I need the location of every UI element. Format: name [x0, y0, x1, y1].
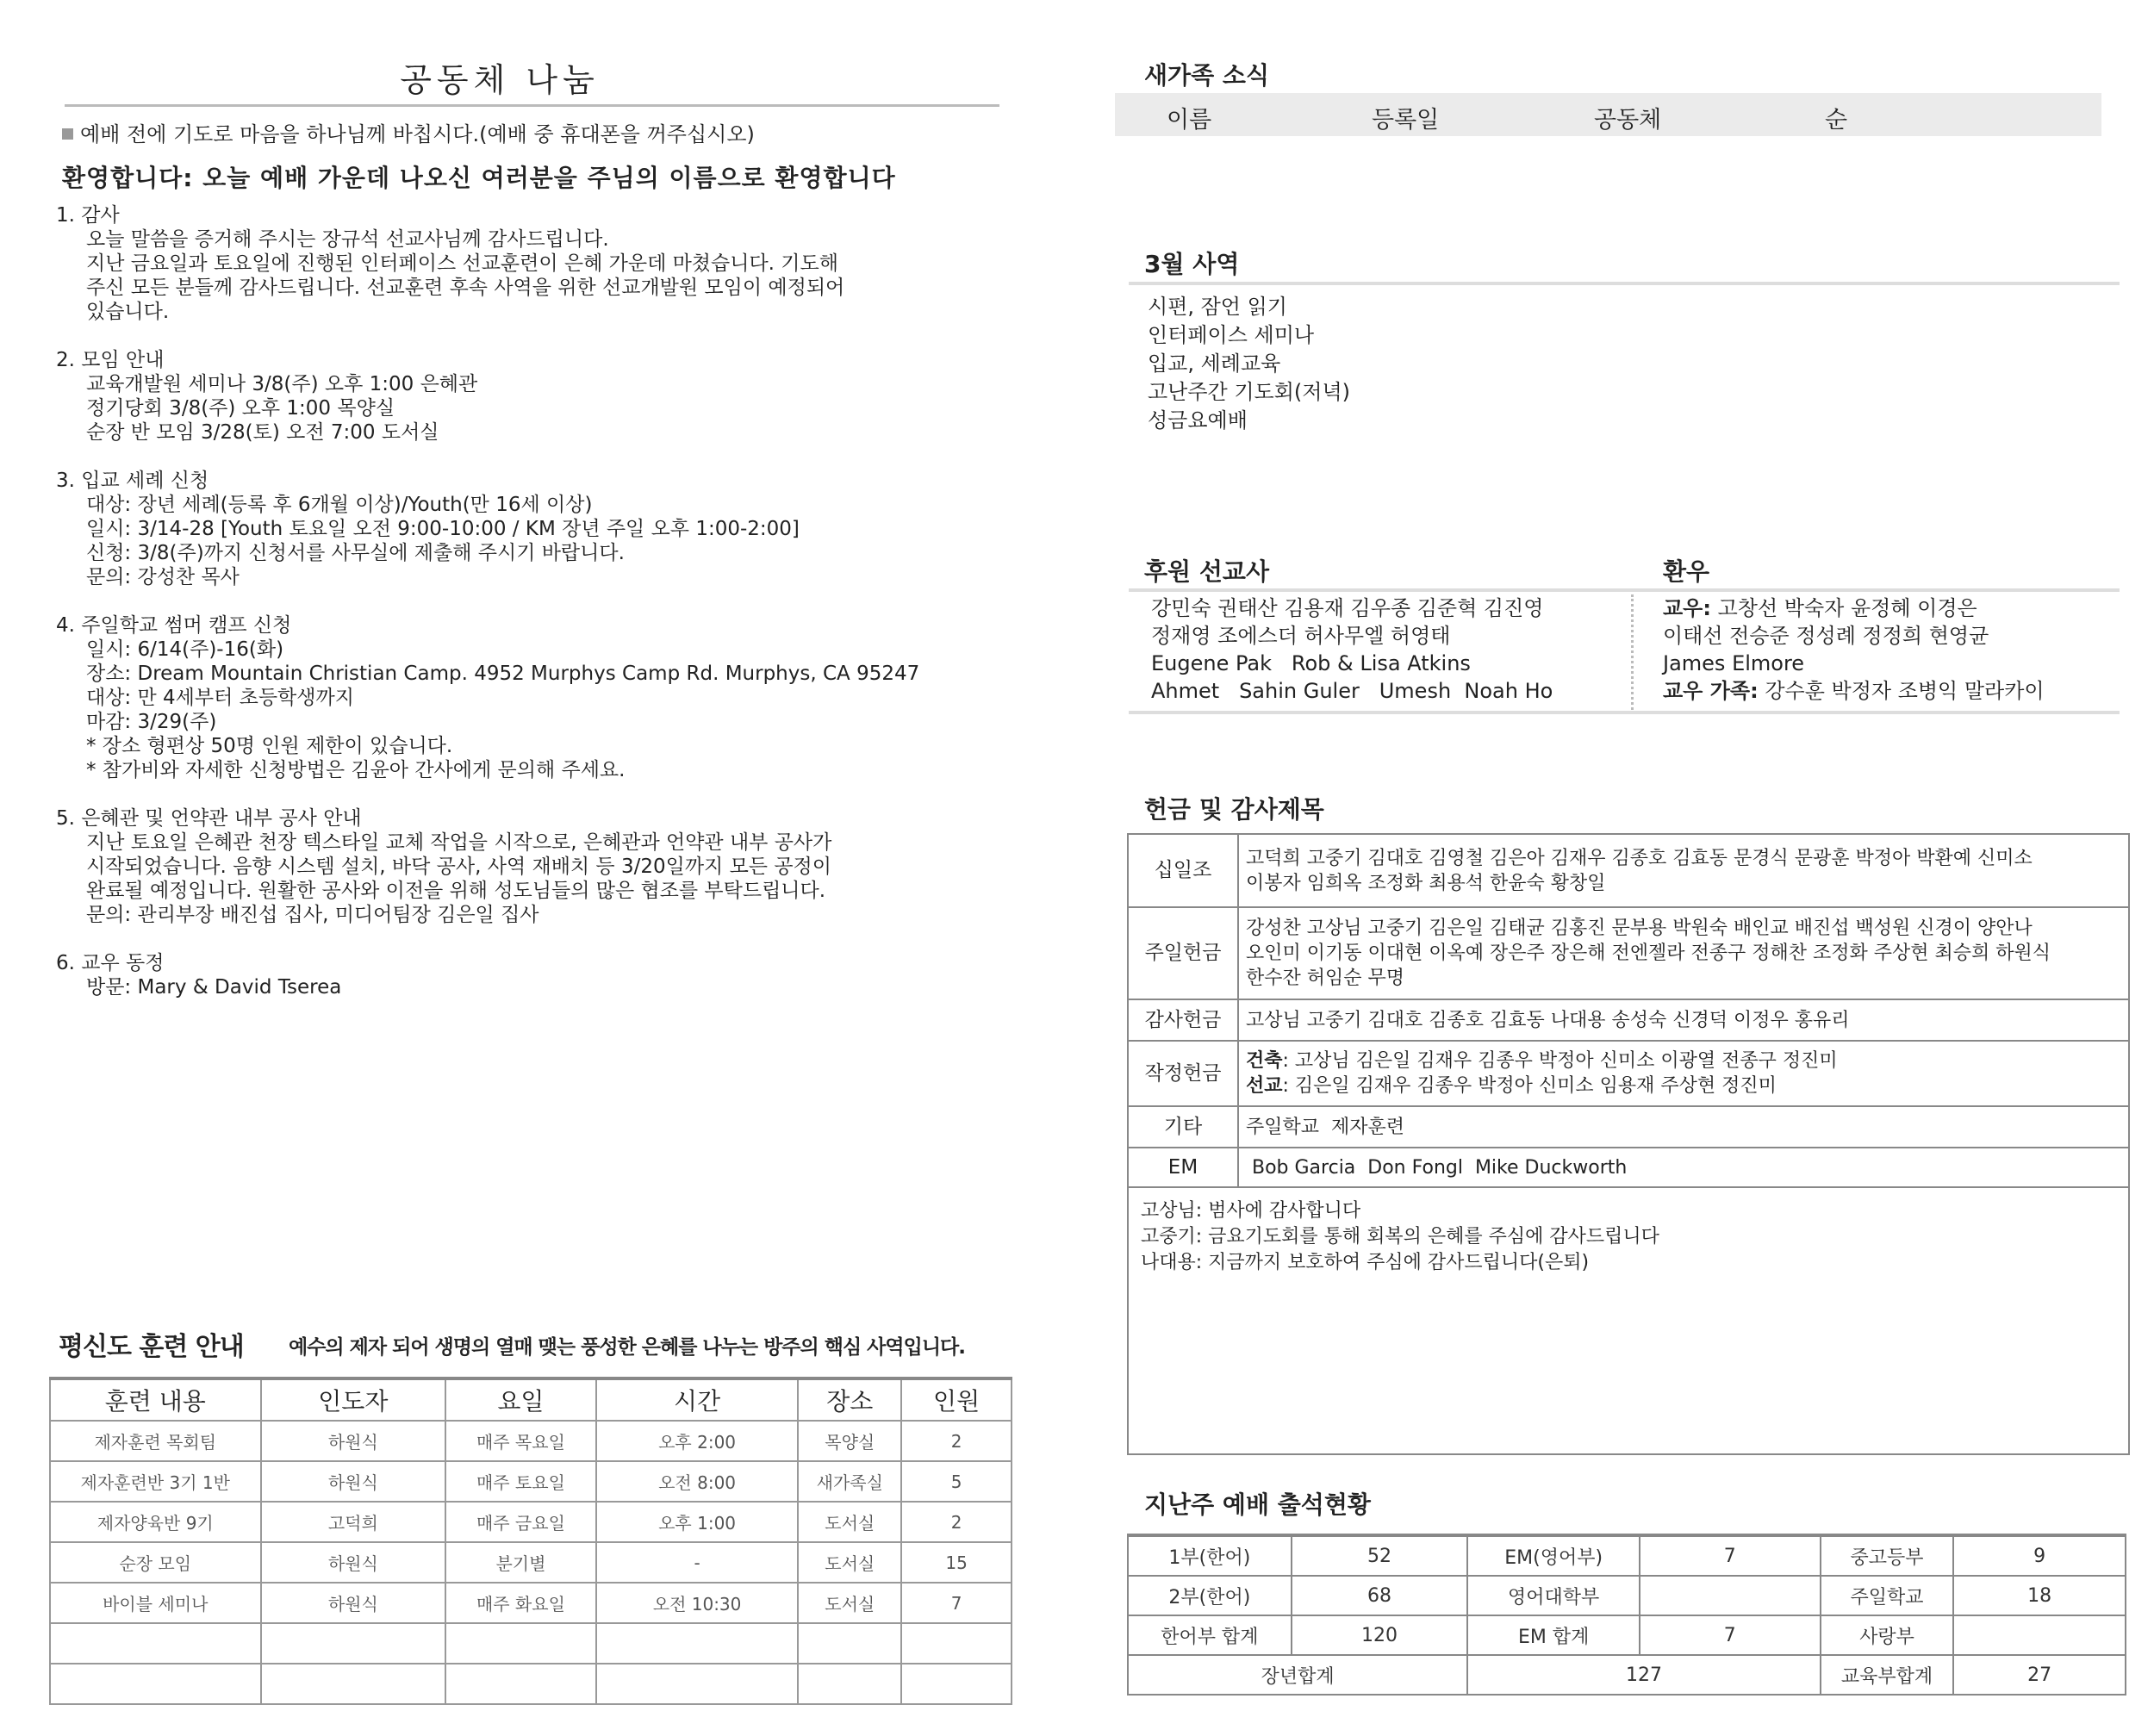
offering-line: 주일학교 제자훈련 [1246, 1116, 1405, 1138]
offering-category: 십일조 [1129, 835, 1238, 907]
training-cell: 고덕희 [261, 1502, 446, 1542]
welcome-message: 환영합니다: 오늘 예배 가운데 나오신 여러분을 주님의 이름으로 환영합니다 [62, 164, 896, 192]
announcement-line: 지난 금요일과 토요일에 진행된 인터페이스 선교훈련이 은혜 가운데 마쳤습니다. 기도해 [86, 252, 838, 275]
announcement-line: 완료될 예정입니다. 원활한 공사와 이전을 위해 성도님들의 많은 협조를 부탁드립니다. [86, 880, 826, 902]
training-column-header: 인원 [901, 1378, 1012, 1421]
training-cell: 매주 토요일 [445, 1461, 596, 1502]
announcement-line: 마감: 3/29(주) [86, 711, 217, 733]
training-row [50, 1461, 1012, 1502]
training-cell: 새가족실 [798, 1461, 901, 1502]
training-column-header: 시간 [596, 1378, 799, 1421]
attendance-row [1128, 1615, 2126, 1655]
training-cell: 하원식 [261, 1421, 446, 1461]
offering-names [1238, 907, 2128, 999]
attendance-cell: 사랑부 [1821, 1615, 1954, 1655]
training-cell: 도서실 [798, 1542, 901, 1583]
attendance-total-cell: 장년합계 [1128, 1655, 1467, 1695]
training-row [50, 1542, 1012, 1583]
announcement-line: 문의: 강성찬 목사 [86, 566, 240, 588]
training-row [50, 1664, 1012, 1704]
patient-line-text: 이태선 전승준 정성례 정정희 현영균 [1663, 624, 1989, 648]
training-cell: 도서실 [798, 1502, 901, 1542]
march-ministry-list [1148, 293, 1350, 435]
offering-box [1127, 833, 2130, 1455]
training-cell [261, 1664, 446, 1704]
offering-category: 주일헌금 [1129, 907, 1238, 999]
training-cell [50, 1664, 261, 1704]
offering-names [1238, 1106, 2128, 1148]
announcement-heading: 4. 주일학교 썸머 캠프 신청 [56, 614, 292, 637]
attendance-cell: 중고등부 [1821, 1535, 1954, 1576]
attendance-total-cell: 교육부합계 [1821, 1655, 1954, 1695]
announcement-line: 시작되었습니다. 음향 시스템 설치, 바닥 공사, 사역 재배치 등 3/20일까지 모든 공정이 [86, 856, 831, 878]
announcement-line: 정기당회 3/8(주) 오후 1:00 목양실 [86, 397, 395, 420]
offering-line: 한수잔 허임순 무명 [1246, 968, 1405, 989]
announcement-line: 일시: 3/14-28 [Youth 토요일 오전 9:00-10:00 / KM 장년 주일 오후 1:00-2:00] [86, 518, 800, 540]
training-cell: 순장 모임 [50, 1542, 261, 1583]
announcement-line: * 장소 형편상 50명 인원 제한이 있습니다. [86, 735, 453, 757]
training-row [50, 1623, 1012, 1664]
page-title: 공동체 나눔 [400, 61, 600, 99]
announcement-heading: 5. 은혜관 및 언약관 내부 공사 안내 [56, 807, 362, 830]
attendance-table [1127, 1534, 2126, 1696]
attendance-row [1128, 1535, 2126, 1576]
offering-labeled-line [1246, 1048, 2121, 1073]
patient-line [1663, 594, 2045, 622]
announcement-lines [56, 638, 1004, 782]
missionary-line: 정재영 조에스더 허사무엘 허영태 [1151, 624, 1451, 648]
announcement-item [56, 806, 1004, 927]
announcement-list [56, 203, 1004, 1024]
offering-names [1238, 1148, 2128, 1187]
attendance-cell: 7 [1640, 1615, 1821, 1655]
announcement-line: 장소: Dream Mountain Christian Camp. 4952 Murphys Camp Rd. Murphys, CA 95247 [86, 663, 920, 685]
attendance-row [1128, 1576, 2126, 1615]
offering-title: 헌금 및 감사제목 [1144, 795, 1324, 824]
announcement-line: 주신 모든 분들께 감사드립니다. 선교훈련 후속 사역을 위한 선교개발원 모임이 예정되어 [86, 277, 845, 299]
offering-row [1129, 1148, 2128, 1187]
training-cell: 오후 1:00 [596, 1502, 799, 1542]
offering-labeled-line [1246, 1073, 2121, 1098]
column-community: 공동체 [1594, 107, 1662, 134]
offering-line: Bob Garcia Don Fongl Mike Duckworth [1246, 1156, 1628, 1179]
offering-line: 고상님 고중기 김대호 김종호 김효동 나대용 송성숙 신경덕 이정우 홍유리 [1246, 1009, 1850, 1031]
offering-row [1129, 907, 2128, 999]
offering-row [1129, 1041, 2128, 1106]
attendance-cell: 9 [1953, 1535, 2126, 1576]
announcement-line: 대상: 장년 세례(등록 후 6개월 이상)/Youth(만 16세 이상) [86, 494, 593, 516]
missionary-line: 강민숙 권태산 김용재 김우종 김준혁 김진영 [1151, 596, 1544, 620]
notice-text: 예배 전에 기도로 마음을 하나님께 바칩시다.(예배 중 휴대폰을 꺼주십시오) [80, 122, 755, 146]
missionary-list [1151, 594, 1553, 705]
announcement-item [56, 203, 1004, 324]
training-cell [261, 1623, 446, 1664]
attendance-cell: 2부(한어) [1128, 1576, 1292, 1615]
training-subtitle: 예수의 제자 되어 생명의 열매 맺는 풍성한 은혜를 나누는 방주의 핵심 사역입니다. [289, 1336, 966, 1359]
offering-names [1238, 835, 2128, 907]
missionary-line: Ahmet Sahin Guler Umesh Noah Ho [1151, 679, 1553, 703]
training-cell: 제자훈련 목회팀 [50, 1421, 261, 1461]
offering-line: 이봉자 임희옥 조정화 최용석 한윤숙 황창일 [1246, 872, 1606, 894]
training-table [49, 1377, 1012, 1705]
column-divider [1631, 594, 1634, 710]
announcement-line: 대상: 만 4세부터 초등학생까지 [86, 687, 354, 709]
attendance-cell: 영어대학부 [1467, 1576, 1640, 1615]
training-row [50, 1583, 1012, 1623]
march-item: 성금요예배 [1148, 408, 1248, 432]
training-cell: 분기별 [445, 1542, 596, 1583]
training-cell: 제자훈련반 3기 1반 [50, 1461, 261, 1502]
patient-line [1663, 650, 2045, 677]
offering-category: 감사헌금 [1129, 999, 1238, 1041]
patient-line-text: 강수훈 박정자 조병익 말라카이 [1758, 679, 2045, 703]
attendance-cell: 주일학교 [1821, 1576, 1954, 1615]
announcement-line: 신청: 3/8(주)까지 신청서를 사무실에 제출해 주시기 바랍니다. [86, 542, 625, 564]
announcement-lines [56, 975, 1004, 999]
announcement-line: * 참가비와 자세한 신청방법은 김윤아 간사에게 문의해 주세요. [86, 759, 626, 781]
training-cell [901, 1623, 1012, 1664]
missionary-title: 후원 선교사 [1144, 557, 1269, 586]
attendance-cell: 한어부 합계 [1128, 1615, 1292, 1655]
patient-line-label: 교우: [1663, 596, 1711, 620]
patient-list [1663, 594, 2045, 705]
announcement-item [56, 348, 1004, 445]
training-cell: 하원식 [261, 1461, 446, 1502]
training-cell: 매주 화요일 [445, 1583, 596, 1623]
announcement-line: 문의: 관리부장 배진섭 집사, 미디어팀장 김은일 집사 [86, 904, 539, 926]
patient-line [1663, 622, 2045, 650]
training-cell: 하원식 [261, 1542, 446, 1583]
training-column-header: 장소 [798, 1378, 901, 1421]
training-cell: 도서실 [798, 1583, 901, 1623]
attendance-total-cell: 27 [1953, 1655, 2126, 1695]
training-cell [596, 1664, 799, 1704]
training-cell [798, 1664, 901, 1704]
attendance-total-row [1128, 1655, 2126, 1695]
training-row [50, 1421, 1012, 1461]
announcement-lines [56, 831, 1004, 927]
offering-table [1129, 835, 2128, 1188]
training-cell: 5 [901, 1461, 1012, 1502]
offering-line: 오인미 이기동 이대현 이옥예 장은주 장은해 전엔젤라 전종구 정해찬 조정화 주상현 최승희 하원식 [1246, 943, 2051, 964]
training-cell: 7 [901, 1583, 1012, 1623]
training-cell: 제자양육반 9기 [50, 1502, 261, 1542]
offering-category: 기타 [1129, 1106, 1238, 1148]
march-item: 입교, 세례교육 [1148, 352, 1281, 376]
patients-title: 환우 [1663, 557, 1710, 586]
attendance-cell: EM(영어부) [1467, 1535, 1640, 1576]
attendance-cell: 68 [1292, 1576, 1468, 1615]
training-cell: 오후 2:00 [596, 1421, 799, 1461]
offering-label: 건축 [1246, 1050, 1283, 1072]
training-cell: 바이블 세미나 [50, 1583, 261, 1623]
column-registered: 등록일 [1372, 107, 1440, 134]
title-divider [65, 104, 999, 107]
announcement-item [56, 951, 1004, 999]
announcement-lines [56, 372, 1004, 445]
announcement-lines [56, 227, 1004, 324]
offering-names [1238, 999, 2128, 1041]
training-cell: 2 [901, 1421, 1012, 1461]
training-cell [445, 1623, 596, 1664]
section-divider [1129, 282, 2120, 285]
training-cell: 매주 금요일 [445, 1502, 596, 1542]
offering-labeled-text: : 김은일 김재우 김종우 박정아 신미소 임용재 주상현 정진미 [1282, 1075, 1777, 1097]
attendance-cell: EM 합계 [1467, 1615, 1640, 1655]
training-cell: 하원식 [261, 1583, 446, 1623]
training-column-header: 요일 [445, 1378, 596, 1421]
march-item: 시편, 잠언 읽기 [1148, 295, 1287, 319]
offering-row [1129, 999, 2128, 1041]
attendance-total-cell: 127 [1467, 1655, 1820, 1695]
training-row [50, 1502, 1012, 1542]
training-cell: 2 [901, 1502, 1012, 1542]
announcement-line: 있습니다. [86, 301, 170, 323]
announcement-line: 오늘 말씀을 증거해 주시는 장규석 선교사님께 감사드립니다. [86, 228, 609, 251]
training-cell [798, 1623, 901, 1664]
patient-line-text: James Elmore [1663, 651, 1805, 675]
patient-line-label: 교우 가족: [1663, 679, 1759, 703]
march-item: 고난주간 기도회(저녁) [1148, 380, 1351, 404]
announcement-line: 지난 토요일 은혜관 천장 텍스타일 교체 작업을 시작으로, 은혜관과 언약관 내부 공사가 [86, 831, 832, 854]
thanks-note: 나대용: 지금까지 보호하여 주심에 감사드립니다(은퇴) [1141, 1252, 1590, 1273]
thanks-note: 고상님: 범사에 감사합니다 [1141, 1200, 1361, 1222]
training-cell: - [596, 1542, 799, 1583]
announcement-heading: 1. 감사 [56, 204, 120, 227]
announcement-heading: 3. 입교 세례 신청 [56, 470, 209, 492]
offering-category: EM [1129, 1148, 1238, 1187]
announcement-heading: 6. 교우 동정 [56, 952, 165, 974]
attendance-cell: 7 [1640, 1535, 1821, 1576]
thanks-note: 고중기: 금요기도회를 통해 회복의 은혜를 주심에 감사드립니다 [1141, 1226, 1659, 1248]
announcement-line: 교육개발원 세미나 3/8(주) 오후 1:00 은혜관 [86, 373, 478, 395]
new-family-title: 새가족 소식 [1144, 61, 1269, 90]
training-cell [596, 1623, 799, 1664]
training-cell: 15 [901, 1542, 1012, 1583]
square-bullet-icon [62, 128, 73, 140]
announcement-heading: 2. 모임 안내 [56, 349, 165, 371]
notice-line [62, 117, 755, 147]
training-cell: 오전 10:30 [596, 1583, 799, 1623]
march-item: 인터페이스 세미나 [1148, 323, 1315, 347]
column-name: 이름 [1167, 107, 1212, 134]
section-divider [1129, 588, 2120, 592]
announcement-line: 일시: 6/14(주)-16(화) [86, 638, 284, 661]
announcement-item [56, 469, 1004, 589]
attendance-cell: 120 [1292, 1615, 1468, 1655]
announcement-item [56, 613, 1004, 782]
attendance-title: 지난주 예배 출석현황 [1144, 1490, 1371, 1519]
attendance-cell: 52 [1292, 1535, 1468, 1576]
attendance-cell: 18 [1953, 1576, 2126, 1615]
announcement-line: 방문: Mary & David Tserea [86, 976, 342, 999]
offering-labeled-text: : 고상님 김은일 김재우 김종우 박정아 신미소 이광열 전종구 정진미 [1282, 1050, 1838, 1072]
missionary-line: Eugene Pak Rob & Lisa Atkins [1151, 651, 1471, 675]
attendance-cell [1953, 1615, 2126, 1655]
offering-names [1238, 1041, 2128, 1106]
offering-row [1129, 835, 2128, 907]
patient-line [1663, 677, 2045, 705]
training-column-header: 인도자 [261, 1378, 446, 1421]
training-cell [50, 1623, 261, 1664]
attendance-cell [1640, 1576, 1821, 1615]
section-divider [1129, 711, 2120, 714]
offering-line: 강성찬 고상님 고중기 김은일 김태균 김홍진 문부용 박원숙 배인교 배진섭 백성원 신경이 양안나 [1246, 918, 2033, 939]
offering-category: 작정헌금 [1129, 1041, 1238, 1106]
offering-row [1129, 1106, 2128, 1148]
announcement-lines [56, 493, 1004, 589]
new-family-header [1115, 93, 2101, 136]
offering-line: 고덕희 고중기 김대호 김영철 김은아 김재우 김종호 김효동 문경식 문광훈 박정아 박환예 신미소 [1246, 847, 2033, 869]
attendance-cell: 1부(한어) [1128, 1535, 1292, 1576]
training-heading: 평신도 훈련 안내 [59, 1332, 244, 1362]
thanks-notes [1141, 1198, 1659, 1276]
training-column-header: 훈련 내용 [50, 1378, 261, 1421]
offering-label: 선교 [1246, 1075, 1283, 1097]
training-cell [901, 1664, 1012, 1704]
patient-line-text: 고창선 박숙자 윤정혜 이경은 [1710, 596, 1977, 620]
training-cell: 오전 8:00 [596, 1461, 799, 1502]
announcement-line: 순장 반 모임 3/28(토) 오전 7:00 도서실 [86, 421, 439, 444]
training-cell: 목양실 [798, 1421, 901, 1461]
training-cell: 매주 목요일 [445, 1421, 596, 1461]
column-group: 순 [1825, 107, 1848, 134]
training-cell [445, 1664, 596, 1704]
march-ministry-title: 3월 사역 [1144, 250, 1240, 278]
